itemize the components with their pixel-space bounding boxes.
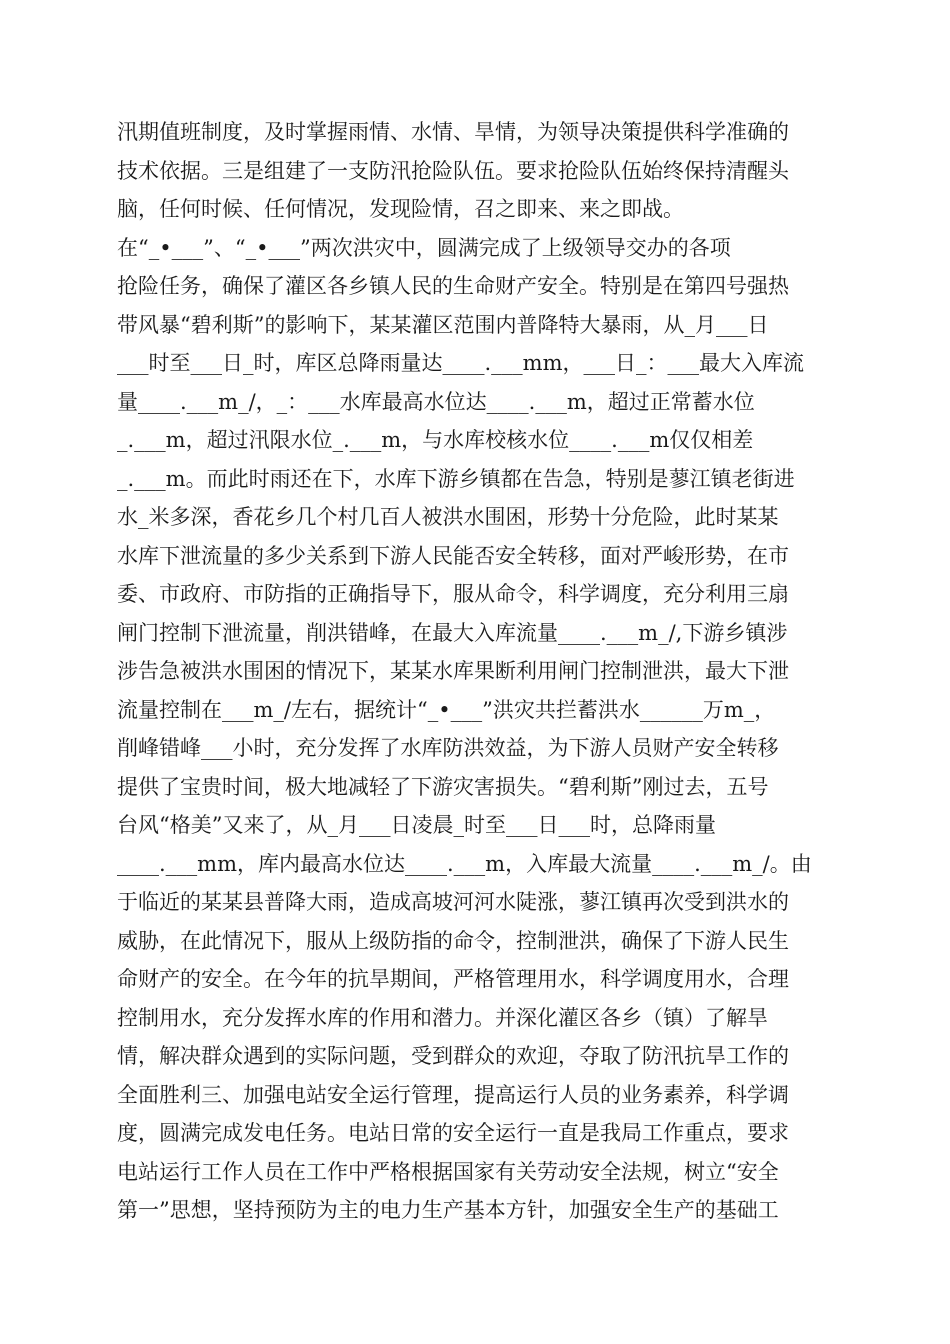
text-line: 抢险任务，确保了灌区各乡镇人民的生命财产安全。特别是在第四号强热 [117,274,789,298]
text-line: 全面胜利三、加强电站安全运行管理，提高运行人员的业务素养，科学调 [117,1082,789,1107]
text-line: 流量控制在___m_/左右，据统计“_•___”洪灾共拦蓄洪水______万m_， [117,697,776,722]
text-line: 水_米多深，香花乡几个村几百人被洪水围困，形势十分危险，此时某某 [117,505,779,529]
text-line: 脑，任何时候、任何情况，发现险情，召之即来、来之即战。 [117,197,684,221]
text-line: 电站运行工作人员在工作中严格根据国家有关劳动安全法规，树立“安全 [117,1159,779,1184]
text-line: 削峰错峰___小时，充分发挥了水库防洪效益，为下游人员财产安全转移 [117,736,779,760]
text-line: 技术依据。三是组建了一支防汛抢险队伍。要求抢险队伍始终保持清醒头 [117,158,789,183]
text-line: 闸门控制下泄流量，削洪错峰，在最大入库流量____.___m_/,下游乡镇涉 [117,620,788,645]
text-line: 带风暴“碧利斯”的影响下，某某灌区范围内普降特大暴雨，从_月___日 [117,312,769,337]
text-line: 控制用水，充分发挥水库的作用和潜力。并深化灌区各乡（镇）了解旱 [117,1005,768,1030]
text-line: 委、市政府、市防指的正确指导下，服从命令，科学调度，充分利用三扇 [117,582,789,606]
text-line: ___时至___日_时，库区总降雨量达____.___mm，___日_：___最大入库流 [117,351,804,375]
text-line: 台风“格美”又来了，从_月___日凌晨_时至___日___时，总降雨量 [117,813,716,837]
text-line: 命财产的安全。在今年的抗旱期间，严格管理用水，科学调度用水，合理 [117,967,789,991]
text-line: _.___m。而此时雨还在下，水库下游乡镇都在告急，特别是蓼江镇老街进 [117,466,795,491]
text-line: 威胁，在此情况下，服从上级防指的命令，控制泄洪，确保了下游人民生 [117,928,789,953]
text-line: 提供了宝贵时间，极大地减轻了下游灾害损失。“碧利斯”刚过去，五号 [117,774,769,799]
text-line: 涉告急被洪水围困的情况下，某某水库果断利用闸门控制泄洪，最大下泄 [117,659,789,683]
text-line: 度，圆满完成发电任务。电站日常的安全运行一直是我局工作重点，要求 [117,1121,789,1145]
text-line: 情，解决群众遇到的实际问题，受到群众的欢迎，夺取了防汛抗旱工作的 [117,1044,789,1068]
text-line: 第一”思想，坚持预防为主的电力生产基本方针，加强安全生产的基础工 [117,1198,779,1222]
text-line: 于临近的某某县普降大雨，造成高坡河河水陡涨，蓼江镇再次受到洪水的 [117,890,789,914]
text-line: _.___m，超过汛限水位_.___m，与水库校核水位____.___m仅仅相差 [117,428,754,452]
text-line: 汛期值班制度，及时掌握雨情、水情、旱情，为领导决策提供科学准确的 [117,120,789,144]
text-line: 在“_•___”、“_•___”两次洪灾中，圆满完成了上级领导交办的各项 [117,235,731,260]
body-text [117,113,837,1230]
text-line: 量____.___m_/，_：___水库最高水位达____.___m，超过正常蓄水位 [117,389,755,414]
text-line: 水库下泄流量的多少关系到下游人民能否安全转移，面对严峻形势，在市 [117,543,789,568]
text-line: ____.___mm，库内最高水位达____.___m，入库最大流量____.___m_/。由 [117,851,812,876]
